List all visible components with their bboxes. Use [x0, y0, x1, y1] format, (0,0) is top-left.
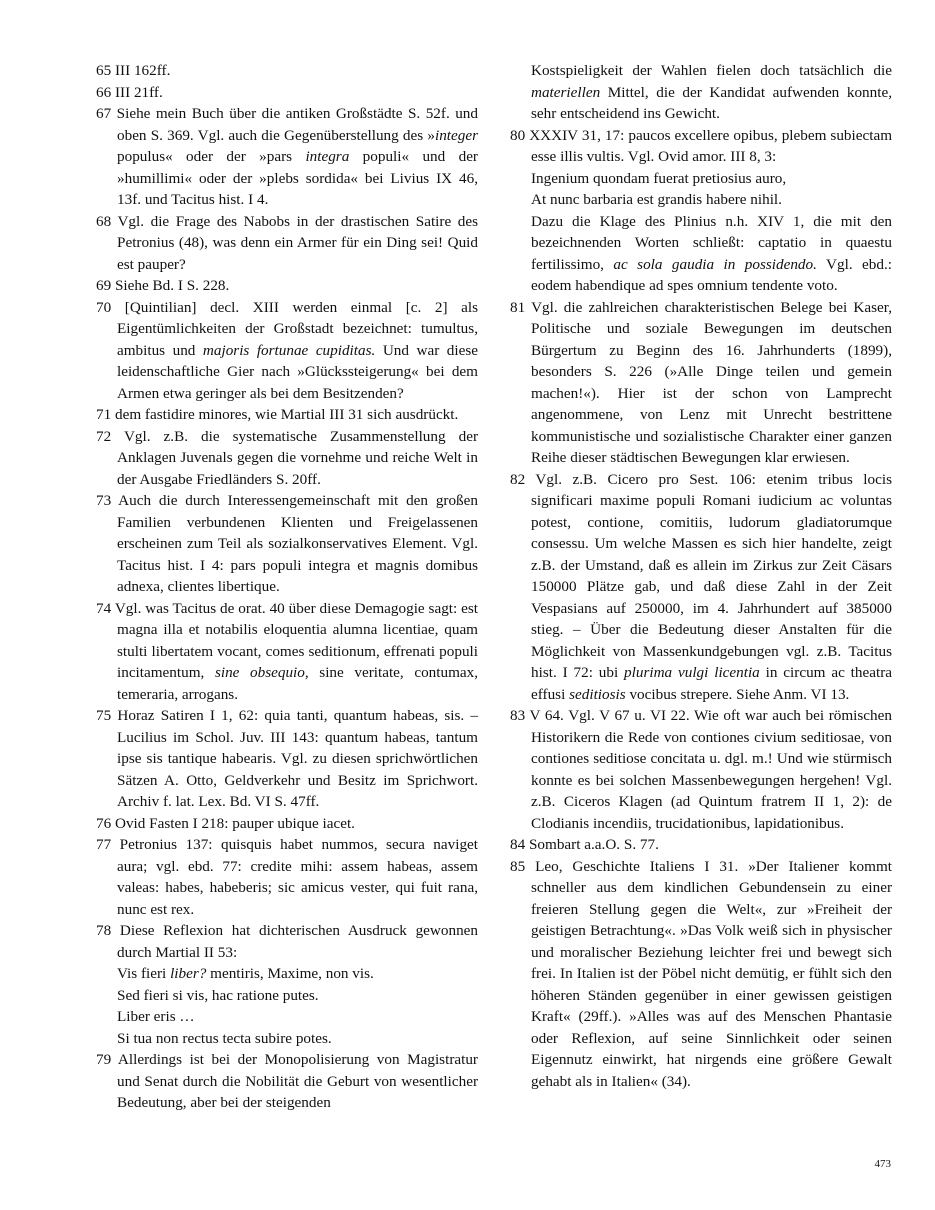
footnote-number: 80 — [510, 126, 526, 144]
footnote-text: Vgl. z.B. die systematische Zusammenstellung der Anklagen Juvenals gegen die vornehme und reiche Welt in der Ausgabe Friedländers S. 20ff. — [117, 427, 479, 488]
footnote-text: Vgl. z.B. Cicero pro Sest. 106: etenim tribus locis significari maxime populi Romani iudicium ac voluntas potest, contione, comitiis, ludorum gladiatorumque consessu. Um welche Massen es sich hier handelte, zeigt z.B. der Umstand, daß es allein im Zirkus zur Zeit Cäsars 150000 Plätze gab, und daß diese Zahl in der Zeit Vespasians auf 250000, im 4. Jahrhundert auf 385000 stieg. – Über die Bedeutung dieser Anstalten für die Möglichkeit von Massenkundgebungen vgl. z.B. Tacitus hist. I 72: ubi plurima vulgi licentia in circum ac theatra effusi seditiosis vocibus strepere. Siehe Anm. VI 13. — [531, 470, 892, 703]
footnote — [96, 60, 478, 82]
footnotes-left-column — [96, 60, 478, 1114]
footnote-text: Vgl. die Frage des Nabobs in der drastischen Satire des Petronius (48), was denn ein Armer für ein Ding sei! Quid est pauper? — [117, 212, 478, 273]
footnote-text: V 64. Vgl. V 67 u. VI 22. Wie oft war auch bei römischen Historikern die Rede von contiones civium seditiosae, von contiones seditiose concitata u. dgl. m.! Und wie stürmisch konnte es bei solchen Massenbewegungen hergehen! Vgl. z.B. Ciceros Klagen (ad Quintum fratrem II 1, 2): de Clodianis incendiis, trucidationibus, lapidationibus. — [529, 707, 892, 832]
footnote-number: 83 — [510, 707, 526, 724]
footnote-number: 66 — [96, 83, 112, 101]
footnote-number: 78 — [96, 922, 112, 939]
footnote — [510, 125, 892, 297]
page-number: 473 — [874, 1158, 891, 1170]
footnote-text: dem fastidire minores, wie Martial III 31 sich ausdrückt. — [114, 406, 459, 423]
footnote-number: 77 — [96, 836, 112, 853]
footnote-text: XXXIV 31, 17: paucos excellere opibus, plebem subiectam esse illis vultis. Vgl. Ovid amor. III 8, 3: Ingenium quondam fuerat pretiosius auro, At nunc barbaria est grandis habere nihil. Dazu die Klage des Plinius n.h. XIV 1, die mit den bezeichnenden Worten schließt: captatio in quaestu fertilissimo, ac sola gaudia in possidendo. Vgl. ebd.: eodem habendique ad spes omnium tendente voto. — [529, 126, 893, 294]
footnote — [96, 1049, 478, 1114]
footnote-text: Siehe Bd. I S. 228. — [114, 277, 230, 294]
footnotes-right-column — [510, 60, 892, 1092]
footnote-text: Petronius 137: quisquis habet nummos, secura naviget aura; vgl. ebd. 77: credite mihi: assem habeas, assem valeas: habes, habeberis; sic amicus vester, qui fuit rana, nunc est rex. — [117, 836, 479, 918]
footnote-text: Kostspieligkeit der Wahlen fielen doch tatsächlich die materiellen Mittel, die der Kandidat aufwenden konnte, sehr entscheidend ins Gewicht. — [531, 62, 892, 122]
footnote-number: 72 — [96, 427, 112, 445]
footnote — [96, 211, 478, 276]
footnote-text: Auch die durch Interessengemeinschaft mit den großen Familien verbundenen Klienten und Freigelassenen erscheinen zum Teil als sozialkonservatives Element. Vgl. Tacitus hist. I 4: pars populi integra et magnis domibus adnexa, clientes libertique. — [117, 492, 478, 595]
footnote-number: 69 — [96, 277, 112, 294]
footnote — [96, 834, 478, 920]
footnote — [96, 82, 478, 104]
footnote-number: 84 — [510, 836, 526, 853]
footnote — [510, 60, 892, 125]
footnote — [96, 275, 478, 297]
footnote-number: 73 — [96, 492, 112, 509]
footnote — [510, 834, 892, 856]
footnote — [96, 813, 478, 835]
footnote-text: Ovid Fasten I 218: pauper ubique iacet. — [114, 814, 355, 832]
footnote-number: 85 — [510, 857, 526, 875]
footnote-text: Horaz Satiren I 1, 62: quia tanti, quantum habeas, sis. – Lucilius im Schol. Juv. III 143: quantum habeas, tantum ipse sis tantique habearis. Vgl. zu diesen sprichwörtlichen Sätzen A. Otto, Geldverkehr und Besitz im Sprichwort. Archiv f. lat. Lex. Bd. VI S. 47ff. — [117, 707, 478, 810]
footnote-number: 81 — [510, 298, 526, 316]
footnote — [96, 404, 478, 426]
footnote-text: Allerdings ist bei der Monopolisierung von Magistratur und Senat durch die Nobilität die Geburt von wesentlicher Bedeutung, aber bei der steigenden — [117, 1051, 478, 1111]
footnote — [96, 598, 478, 706]
footnote-number: 65 — [96, 62, 112, 79]
footnote-text: Sombart a.a.O. S. 77. — [528, 836, 659, 853]
footnote-number: 67 — [96, 105, 112, 122]
footnote-number: 82 — [510, 470, 526, 488]
footnote-text: Vgl. die zahlreichen charakteristischen Belege bei Kaser, Politische und soziale Bewegungen im deutschen Bürgertum zu Beginn des 16. Jahrhunderts (1899), besonders S. 226 (»Alle Dinge teilen und gemein machen!«). Hier ist der schon von Lamprecht angenommene, von Lenz mit Unrecht bestrittene kommunistische und sozialistische Charakter einer ganzen Reihe dieser städtischen Bewegungen klar erwiesen. — [531, 298, 892, 466]
footnote-number: 74 — [96, 599, 112, 617]
footnote — [96, 490, 478, 598]
footnote-text: III 21ff. — [114, 83, 163, 101]
footnote — [96, 920, 478, 1049]
footnote-number: 71 — [96, 406, 112, 423]
footnote-number: 70 — [96, 298, 112, 316]
footnote — [96, 705, 478, 813]
footnote-text: Leo, Geschichte Italiens I 31. »Der Italiener kommt schneller aus dem kindlichen Gebundensein zu einer freieren Stellung gegen die Welt«, zur »Freiheit der geistigen Betrachtung«. »Das Volk weiß sich in physischer und moralischer Beziehung leichter frei und bewegt sich frei. In Italien ist der Pöbel nicht demütig, er fühlt sich den höheren Ständen gegenüber in einer gewissen geistigen Kraft« (29ff.). »Alles was auf des Menschen Phantasie oder Reflexion, auf seine Sinnlichkeit oder seinen Eigennutz einwirkt, hat nirgends eine größere Gewalt gehabt als in Italien« (34). — [531, 857, 893, 1090]
footnote-text: Diese Reflexion hat dichterischen Ausdruck gewonnen durch Martial II 53: Vis fieri liber? mentiris, Maxime, non vis. Sed fieri si vis, hac ratione putes. Liber eris … Si tua non rectus tecta subire potes. — [117, 922, 479, 1047]
footnote-text: Siehe mein Buch über die antiken Großstädte S. 52f. und oben S. 369. Vgl. auch die Gegenüberstellung des »integer populus« oder der »pars integra populi« und der »humillimi« oder der »plebs sordida« bei Livius IX 46, 13f. und Tacitus hist. I 4. — [116, 105, 478, 208]
footnote-number: 75 — [96, 707, 112, 724]
footnote-text: III 162ff. — [114, 62, 171, 79]
footnote-number: 76 — [96, 814, 112, 832]
footnote-text: Vgl. was Tacitus de orat. 40 über diese Demagogie sagt: est magna illa et notabilis eloquentia alumna licentiae, quam stulti libertatem vocant, comes seditionum, effrenati populi incitamentum, sine obsequio, sine veritate, contumax, temeraria, arrogans. — [114, 599, 479, 703]
footnote — [510, 856, 892, 1093]
footnote — [510, 705, 892, 834]
footnote-number: 68 — [96, 212, 112, 230]
footnote — [96, 297, 478, 405]
footnote-text: [Quintilian] decl. XIII werden einmal [c. 2] als Eigentümlichkeiten der Großstadt bezeichnet: tumultus, ambitus und majoris fortunae cupiditas. Und war diese leidenschaftliche Gier nach »Glückssteigerung« bei dem Armen etwa geringer als bei dem Besitzenden? — [117, 298, 479, 402]
footnote — [510, 297, 892, 469]
footnote — [96, 426, 478, 491]
footnote-number: 79 — [96, 1051, 112, 1068]
footnote — [96, 103, 478, 211]
footnote — [510, 469, 892, 706]
